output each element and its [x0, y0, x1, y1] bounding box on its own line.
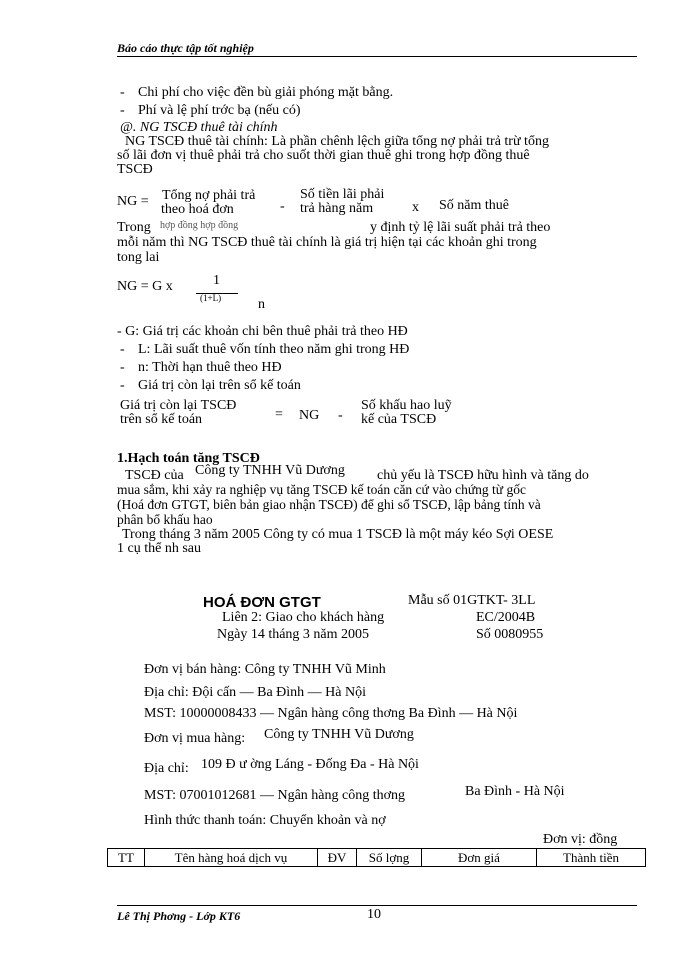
formula2-exponent: n [258, 297, 265, 312]
lease-paragraph-line-3: TSCĐ [117, 162, 153, 177]
formula1-numerator-1: Tổng nợ phải trả [162, 188, 256, 203]
legend-l-text: L: Lãi suất thuê vốn tính theo năm ghi trong HĐ [138, 342, 410, 357]
col-header-unit: ĐV [318, 849, 357, 867]
col-header-item-name: Tên hàng hoá dịch vụ [145, 849, 318, 867]
formula1-term: Số năm thuê [439, 198, 509, 213]
formula2-denominator: (1+L) [200, 293, 222, 303]
formula2-lhs: NG = G x [117, 279, 173, 294]
payment-method: Hình thức thanh toán: Chuyển khoản và nợ [144, 813, 386, 828]
section-line-5: Trong tháng 3 năm 2005 Công ty có mua 1 TSCĐ là một máy kéo Sợi OESE [122, 527, 554, 542]
col-header-unit-price: Đơn giá [422, 849, 537, 867]
page-number: 10 [367, 907, 381, 922]
header-rule [117, 56, 637, 57]
seller-tax-code: MST: 10000008433 — Ngân hàng công thơng Ba Đình — Hà Nội [144, 706, 518, 721]
section-line-6: 1 cụ thể nh sau [117, 541, 201, 556]
formula3-rhs-line-2: kế của TSCĐ [361, 412, 437, 427]
lease-heading: @. NG TSCĐ thuê tài chính [120, 120, 278, 135]
section-line-2: mua sắm, khi xảy ra nghiệp vụ tăng TSCĐ kế toán căn cứ vào chứng từ gốc [117, 482, 526, 497]
seller-address: Địa chỉ: Đội cấn — Ba Đình — Hà Nội [144, 685, 367, 700]
formula2-numerator: 1 [213, 273, 220, 288]
footer-rule [117, 905, 637, 906]
invoice-items-table [107, 848, 646, 867]
invoice-number: Số 0080955 [476, 627, 544, 642]
formula3-ng: NG [299, 408, 320, 423]
section-company-name: Công ty TNHH Vũ Dương [195, 463, 345, 478]
legend-g: - G: Giá trị các khoản chi bên thuê phải trả theo HĐ [117, 324, 408, 339]
formula3-equals: = [275, 407, 283, 422]
col-header-amount: Thành tiền [537, 849, 646, 867]
section-line-1-end: chủ yếu là TSCĐ hữu hình và tăng do [377, 468, 589, 483]
table-header-row [108, 849, 646, 867]
para2-line-1-start: Trong [117, 220, 151, 235]
buyer-address: 109 Đ ư ờng Láng - Đống Đa - Hà Nội [201, 757, 419, 772]
section-heading: 1.Hạch toán tăng TSCĐ [117, 451, 260, 466]
buyer-label: Đơn vị mua hàng: [144, 731, 246, 746]
legend-l: - L: Lãi suất thuê vốn tính theo năm ghi trong HĐ [120, 342, 410, 357]
formula1-numerator-2: Số tiền lãi phải [300, 187, 385, 202]
formula3-rhs-line-1: Số khấu hao luỹ [361, 398, 452, 413]
currency-unit: Đơn vị: đồng [543, 832, 618, 847]
buyer-bank-branch: Ba Đình - Hà Nội [465, 784, 565, 799]
invoice-title: HOÁ ĐƠN GTGT [203, 594, 321, 611]
invoice-form-number: Mẫu số 01GTKT- 3LL [408, 593, 536, 608]
formula1-denominator-2: trả hàng năm [300, 201, 374, 216]
col-header-quantity: Số lợng [357, 849, 422, 867]
legend-gt: - Giá trị còn lại trên sổ kế toán [120, 378, 301, 393]
legend-gt-text: Giá trị còn lại trên sổ kế toán [138, 378, 301, 393]
seller-name: Đơn vị bán hàng: Công ty TNHH Vũ Minh [144, 662, 386, 677]
cost-item-1: - Chi phí cho việc đền bù giải phóng mặt bằng. [120, 85, 394, 100]
buyer-tax-code: MST: 07001012681 — Ngân hàng công thơng [144, 788, 406, 803]
legend-n: - n: Thời hạn thuê theo HĐ [120, 360, 282, 375]
buyer-address-label: Địa chỉ: [144, 761, 189, 776]
formula1-denominator-1: theo hoá đơn [161, 202, 234, 217]
formula3-lhs-line-2: trên sổ kế toán [120, 412, 203, 427]
invoice-series: EC/2004B [476, 610, 536, 625]
section-line-1-start: TSCĐ của [125, 468, 184, 483]
formula3-minus: - [338, 408, 343, 423]
cost-item-2: - Phí và lệ phí trớc bạ (nếu có) [120, 103, 301, 118]
col-header-tt: TT [108, 849, 145, 867]
section-line-4: phân bổ khấu hao [117, 512, 213, 527]
para2-line-3: tong lai [117, 250, 160, 265]
legend-n-text: n: Thời hạn thuê theo HĐ [138, 360, 282, 375]
buyer-name: Công ty TNHH Vũ Dương [264, 727, 414, 742]
section-line-3: (Hoá đơn GTGT, biên bản giao nhận TSCĐ) để ghi sổ TSCĐ, lập bảng tính và [117, 497, 541, 512]
formula1-times: x [412, 200, 419, 215]
invoice-copy-label: Liên 2: Giao cho khách hàng [222, 610, 385, 625]
para2-overlap-artifact: hợp đồng hợp đồng [160, 220, 239, 231]
invoice-date: Ngày 14 tháng 3 năm 2005 [217, 627, 370, 642]
para2-line-1-end: y định tỷ lệ lãi suất phải trả theo [370, 220, 551, 235]
cost-item-1-text: Chi phí cho việc đền bù giải phóng mặt bằng. [138, 85, 394, 100]
formula1-minus: - [280, 199, 285, 214]
lease-paragraph-line-2: số lãi đơn vị thuê phải trả cho suốt thời gian thuê ghi trong hợp đồng thuê [117, 148, 530, 163]
page-header-title: Báo cáo thực tập tốt nghiệp [117, 41, 254, 55]
lease-paragraph-line-1: NG TSCĐ thuê tài chính: Là phần chênh lệch giữa tổng nợ phải trả trừ tổng [125, 134, 549, 149]
cost-item-2-text: Phí và lệ phí trớc bạ (nếu có) [138, 103, 301, 118]
formula1-lhs: NG = [117, 194, 149, 209]
footer-author: Lê Thị Phơng - Lớp KT6 [117, 909, 241, 923]
para2-line-2: mỗi năm thì NG TSCĐ thuê tài chính là giá trị hiện tại các khoản ghi trong [117, 235, 537, 250]
formula3-lhs-line-1: Giá trị còn lại TSCĐ [120, 398, 237, 413]
